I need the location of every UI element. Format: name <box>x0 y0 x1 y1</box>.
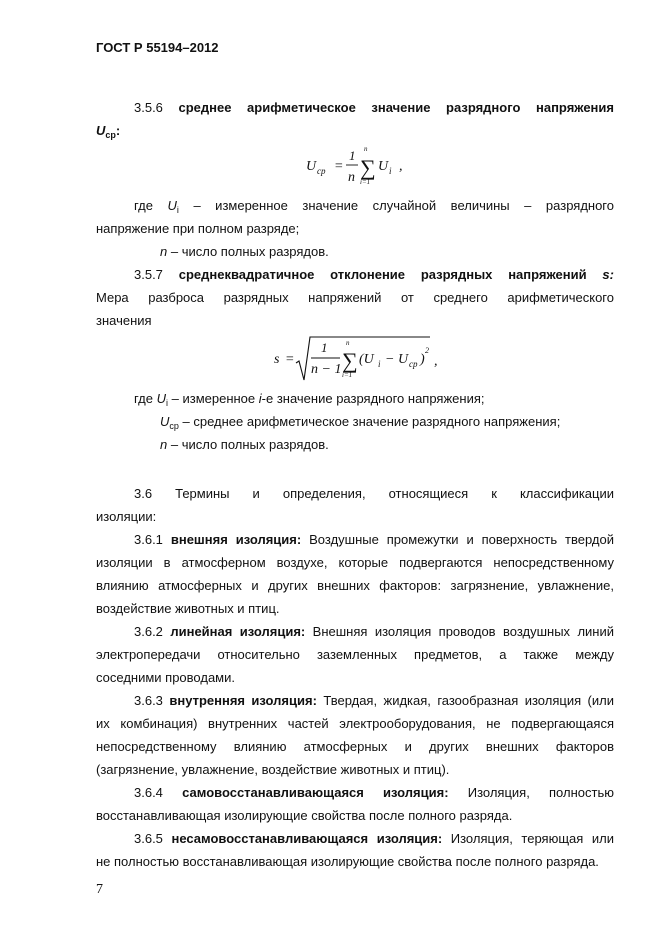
formula-sum-bottom: i=1 <box>360 178 371 186</box>
formula2-close: ) <box>420 352 425 367</box>
clause-3-5-7-line2: Мера разброса разрядных напряжений от среднего арифметического <box>96 290 614 305</box>
formula2-sub2: cp <box>409 359 418 369</box>
formula-sigma: ∑ <box>360 155 376 180</box>
formula-lhs-sub: cp <box>317 166 326 176</box>
clause-3-6-3-line3: непосредственному влиянию атмосферных и других внешних факторов <box>96 739 614 754</box>
where2-n: n – число полных разрядов. <box>160 437 329 452</box>
clause-3-5-6-symbol: $U_{ср}$: <box>96 123 121 140</box>
page-number: 7 <box>96 882 103 897</box>
formula-num: 1 <box>349 148 356 163</box>
where2-ucp: $U_{ср}$ – среднее арифметическое значение разрядного напряжения; <box>160 414 561 431</box>
where1-line2: напряжение при полном разряде; <box>96 221 300 236</box>
where2-ui: где $U_i$ – измеренное i-е значение разрядного напряжения; <box>134 391 485 408</box>
formula2-sigma: ∑ <box>342 348 358 373</box>
formula2-comma: , <box>434 354 438 369</box>
where1-line1: где $U_i$ – измеренное значение случайной величины – разрядного <box>134 198 614 215</box>
formula-den: n <box>348 170 355 185</box>
clause-3-6-2-line2: электропередачи относительно заземленных предметов, а также между <box>96 647 614 662</box>
clause-3-6-2-line3: соседними проводами. <box>96 670 235 685</box>
clause-3-5-7-line1: 3.5.7 среднеквадратичное отклонение разрядных напряжений s: <box>134 267 614 282</box>
clause-3-6-4-line2: восстанавливающая изолирующие свойства после полного разряда. <box>96 808 513 823</box>
clause-3-5-6-line1 <box>134 100 614 116</box>
clause-3-6-2-line1: 3.6.2 линейная изоляция: Внешняя изоляция проводов воздушных линий <box>134 624 615 639</box>
formula-mean <box>300 143 420 189</box>
formula2-power: 2 <box>425 346 429 355</box>
clause-3-6-5-line1: 3.6.5 несамовосстанавливающаяся изоляция: Изоляция, теряющая или <box>134 831 614 846</box>
formula-eq: = <box>334 159 344 174</box>
clause-3-6-1-line2: изоляции в атмосферном воздухе, которые подвергаются непосредственному <box>96 555 614 570</box>
section-3-6-line2: изоляции: <box>96 509 157 524</box>
formula2-body: (U <box>359 352 374 367</box>
clause-3-5-7-line3: значения <box>96 313 152 328</box>
clause-3-6-5-line2: не полностью восстанавливающая изолирующие свойства после полного разряда. <box>96 854 599 869</box>
formula2-sum-bottom: i=1 <box>342 371 353 379</box>
where1-n: n – число полных разрядов. <box>160 244 329 259</box>
clause-3-6-3-line1: 3.6.3 внутренняя изоляция: Твердая, жидкая, газообразная изоляция (или <box>134 693 614 708</box>
formula2-sub1: i <box>378 359 381 369</box>
term-heading: среднее арифметическое значение разрядного напряжения <box>178 100 614 115</box>
clause-3-6-3-line4: (загрязнение, увлажнение, воздействие животных и птиц). <box>96 762 450 777</box>
formula-stddev <box>268 333 448 385</box>
formula2-lhs: s <box>274 352 280 367</box>
clause-3-6-1-line4: воздействие животных и птиц. <box>96 601 280 616</box>
document-header: ГОСТ Р 55194–2012 <box>96 40 219 55</box>
clause-3-6-3-line2: их комбинация) внутренних частей электрооборудования, не подвергающаяся <box>96 716 614 731</box>
formula2-sum-top: n <box>346 339 350 347</box>
formula-var: U <box>378 159 389 174</box>
formula2-num: 1 <box>321 340 328 355</box>
clause-3-6-1-line3: влиянию атмосферных и других внешних факторов: загрязнение, увлажнение, <box>96 578 614 593</box>
formula-var-sub: i <box>389 166 392 176</box>
formula-lhs: U <box>306 159 317 174</box>
section-3-6-line1: 3.6 Термины и определения, относящиеся к классификации <box>134 486 614 501</box>
formula2-minus: − U <box>385 352 409 367</box>
clause-3-6-1-line1: 3.6.1 внешняя изоляция: Воздушные промежутки и поверхность твердой <box>134 532 614 547</box>
formula-comma: , <box>399 159 403 174</box>
formula2-eq: = <box>285 352 295 367</box>
formula-sum-top: n <box>364 145 368 153</box>
clause-3-6-4-line1: 3.6.4 самовосстанавливающаяся изоляция: Изоляция, полностью <box>134 785 614 800</box>
clause-number: 3.5.6 <box>134 100 163 115</box>
formula2-den: n − 1 <box>311 362 342 377</box>
